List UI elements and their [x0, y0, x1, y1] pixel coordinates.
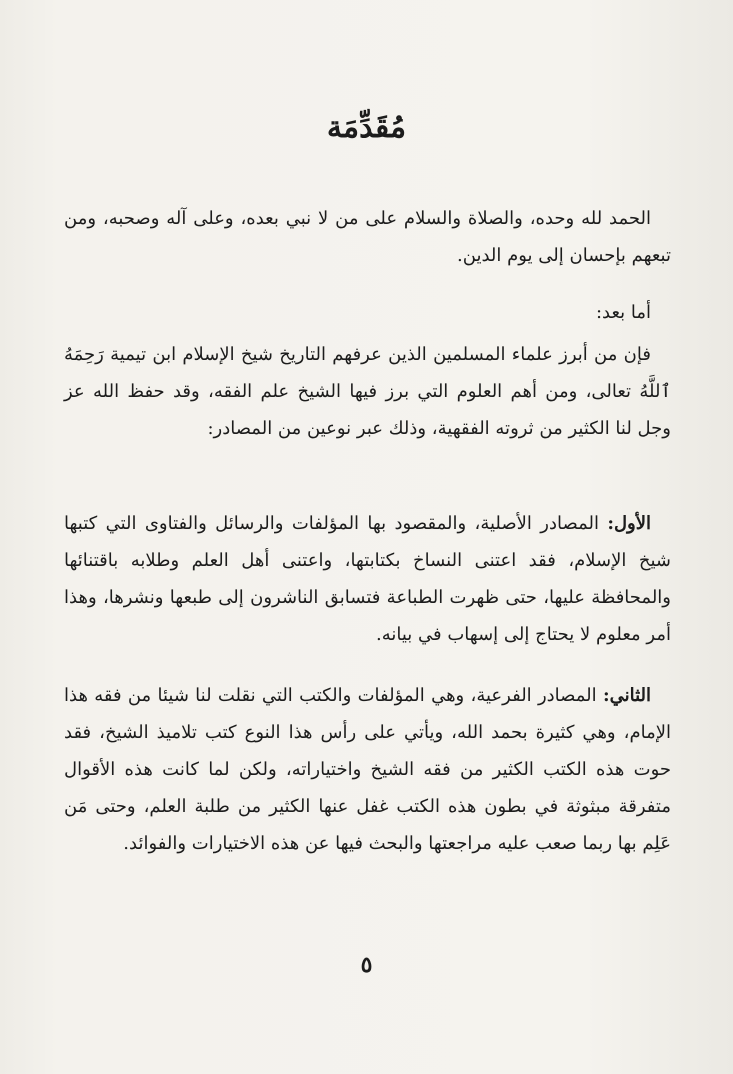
opening-paragraph: الحمد لله وحده، والصلاة والسلام على من لا نبي بعده، وعلى آله وصحبه، ومن تبعهم بإحسان إلى يوم الدين.	[64, 208, 671, 266]
page-title: مُقَدِّمَة	[326, 110, 407, 145]
page-number: ٥	[360, 952, 373, 978]
first-source-text: المصادر الأصلية، والمقصود بها المؤلفات والرسائل والفتاوى التي كتبها شيخ الإسلام، فقد اعتنى النساخ بكتابتها، واعتنى أهل العلم وطلابه باقتنائها والمحافظة عليها، حتى ظهرت الطباعة فتسابق الناشرون إلى طبعها ونشرها، وهذا أمر معلوم لا يحتاج إلى إسهاب في بيانه.	[64, 513, 671, 645]
first-source-label: الأول:	[607, 513, 651, 534]
intro-paragraph: فإن من أبرز علماء المسلمين الذين عرفهم التاريخ شيخ الإسلام ابن تيمية رَحِمَهُ ٱللَّهُ تعالى، ومن أهم العلوم التي برز فيها الشيخ علم الفقه، وقد حفظ الله عز وجل لنا الكثير من ثروته الفقهية، وذلك عبر نوعين من المصادر:	[64, 344, 671, 439]
second-source-paragraph	[64, 677, 671, 862]
amma-baad-paragraph: أما بعد:	[595, 302, 651, 323]
second-source-text: المصادر الفرعية، وهي المؤلفات والكتب التي نقلت لنا شيئا من فقه هذا الإمام، وهي كثيرة بحمد الله، ويأتي على رأس هذا النوع كتب تلاميذ الشيخ، فقد حوت هذه الكتب الكثير من فقه الشيخ واختياراته، ولكن لما كانت هذه الأقوال متفرقة مبثوثة في بطون هذه الكتب غفل عنها الكثير من طلبة العلم، وحتى مَن عَلِم بها ربما صعب عليه مراجعتها والبحث فيها عن هذه الاختيارات والفوائد.	[64, 685, 671, 854]
first-source-paragraph	[64, 505, 671, 653]
second-source-label: الثاني:	[602, 685, 651, 706]
